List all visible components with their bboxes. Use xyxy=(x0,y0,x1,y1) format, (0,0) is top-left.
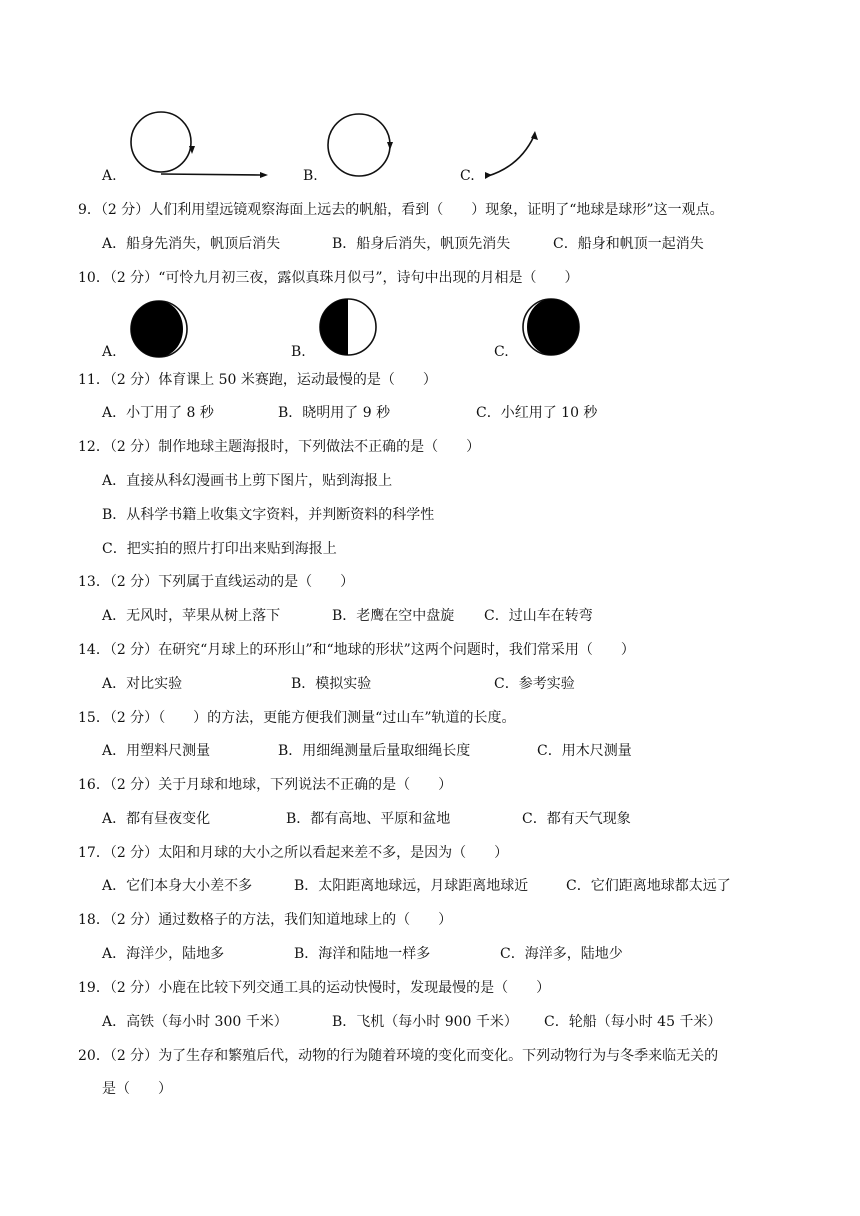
q18-option-c[interactable]: C．海洋多，陆地少 xyxy=(500,946,623,962)
question-text: （ ）的方法，更能方便我们测量“过山车”轨道的长度。 xyxy=(158,710,516,726)
q12-option-b[interactable]: B．从科学书籍上收集文字资料，并判断资料的科学性 xyxy=(102,507,435,523)
circle-loop-with-straight-arrow-icon xyxy=(120,108,270,184)
q14-option-c[interactable]: C．参考实验 xyxy=(494,676,575,692)
q18-option-b[interactable]: B．海洋和陆地一样多 xyxy=(294,946,431,962)
q15-option-b[interactable]: B．用细绳测量后量取细绳长度 xyxy=(278,743,471,759)
question-number: 20． xyxy=(78,1048,110,1064)
question-number: 9． xyxy=(78,202,101,218)
moon-thin-crescent-right-lit-icon xyxy=(128,298,190,360)
question-13 xyxy=(78,572,354,592)
question-score: （2 分） xyxy=(109,912,159,928)
q14-option-b[interactable]: B．模拟实验 xyxy=(291,676,372,692)
question-score: （2 分） xyxy=(109,270,159,286)
q13-option-a[interactable]: A．无风时，苹果从树上落下 xyxy=(102,608,281,624)
question-text: 下列属于直线运动的是（ ） xyxy=(158,574,355,590)
q10-option-a-label[interactable]: A. xyxy=(102,344,117,360)
q11-option-b[interactable]: B．晓明用了 9 秒 xyxy=(278,405,391,421)
question-score: （2 分） xyxy=(109,439,159,455)
question-number: 13． xyxy=(78,574,110,590)
question-text: 制作地球主题海报时，下列做法不正确的是（ ） xyxy=(158,439,481,455)
question-15 xyxy=(78,708,516,728)
question-score: （2 分） xyxy=(109,1048,159,1064)
question-number: 19． xyxy=(78,980,110,996)
curved-arc-arrow-icon xyxy=(482,128,542,184)
moon-thin-crescent-left-lit-icon xyxy=(520,296,582,358)
q15-option-c[interactable]: C．用木尺测量 xyxy=(537,743,632,759)
question-score: （2 分） xyxy=(109,710,159,726)
q11-option-c[interactable]: C．小红用了 10 秒 xyxy=(476,405,598,421)
question-score: （2 分） xyxy=(100,202,150,218)
question-text: 小鹿在比较下列交通工具的运动快慢时，发现最慢的是（ ） xyxy=(158,980,551,996)
question-text: 体育课上 50 米赛跑，运动最慢的是（ ） xyxy=(158,372,437,388)
question-score: （2 分） xyxy=(109,777,159,793)
moon-half-right-lit-icon xyxy=(317,296,379,358)
question-17 xyxy=(78,843,508,863)
question-text: 通过数格子的方法，我们知道地球上的（ ） xyxy=(158,912,453,928)
q10-option-c-label[interactable]: C. xyxy=(494,344,509,360)
q18-option-a[interactable]: A．海洋少，陆地多 xyxy=(102,946,225,962)
question-9 xyxy=(78,200,724,220)
question-12 xyxy=(78,437,480,457)
q17-option-a[interactable]: A．它们本身大小差不多 xyxy=(102,878,253,894)
q8-option-b-label: B. xyxy=(303,168,318,184)
question-number: 14． xyxy=(78,642,110,658)
question-text: 为了生存和繁殖后代，动物的行为随着环境的变化而变化。下列动物行为与冬季来临无关的 xyxy=(158,1048,719,1064)
q9-option-c[interactable]: C．船身和帆顶一起消失 xyxy=(553,236,704,252)
question-text: “可怜九月初三夜，露似真珠月似弓”，诗句中出现的月相是（ ） xyxy=(158,270,579,286)
q12-option-c[interactable]: C．把实拍的照片打印出来贴到海报上 xyxy=(102,541,337,557)
question-number: 12． xyxy=(78,439,110,455)
q16-option-c[interactable]: C．都有天气现象 xyxy=(522,811,631,827)
q19-option-a[interactable]: A．高铁（每小时 300 千米） xyxy=(102,1014,288,1030)
question-text: 太阳和月球的大小之所以看起来差不多，是因为（ ） xyxy=(158,845,509,861)
q12-option-a[interactable]: A．直接从科幻漫画书上剪下图片，贴到海报上 xyxy=(102,473,393,489)
question-11 xyxy=(78,370,437,390)
question-18 xyxy=(78,910,452,930)
q11-option-a[interactable]: A．小丁用了 8 秒 xyxy=(102,405,214,421)
q19-option-b[interactable]: B．飞机（每小时 900 千米） xyxy=(332,1014,518,1030)
question-10 xyxy=(78,268,579,288)
question-number: 17． xyxy=(78,845,110,861)
question-20 xyxy=(78,1046,718,1066)
question-text: 人们利用望远镜观察海面上远去的帆船，看到（ ）现象，证明了“地球是球形”这一观点。 xyxy=(149,202,724,218)
q17-option-b[interactable]: B．太阳距离地球远，月球距离地球近 xyxy=(294,878,529,894)
question-number: 15． xyxy=(78,710,110,726)
question-19 xyxy=(78,978,550,998)
question-number: 11． xyxy=(78,372,110,388)
q14-option-a[interactable]: A．对比实验 xyxy=(102,676,183,692)
q16-option-a[interactable]: A．都有昼夜变化 xyxy=(102,811,211,827)
question-score: （2 分） xyxy=(109,642,159,658)
question-16 xyxy=(78,775,452,795)
q8-option-c-label: C. xyxy=(460,168,475,184)
q19-option-c[interactable]: C．轮船（每小时 45 千米） xyxy=(544,1014,722,1030)
q9-option-a[interactable]: A．船身先消失，帆顶后消失 xyxy=(102,236,281,252)
question-number: 10． xyxy=(78,270,110,286)
q13-option-c[interactable]: C．过山车在转弯 xyxy=(484,608,593,624)
question-text: 关于月球和地球，下列说法不正确的是（ ） xyxy=(158,777,453,793)
closed-circle-arrow-icon xyxy=(324,110,396,182)
q20-text-continuation: 是（ ） xyxy=(102,1081,172,1097)
question-text: 在研究“月球上的环形山”和“地球的形状”这两个问题时，我们常采用（ ） xyxy=(158,642,635,658)
q15-option-a[interactable]: A．用塑料尺测量 xyxy=(102,743,211,759)
question-score: （2 分） xyxy=(109,845,159,861)
q8-option-a-label: A. xyxy=(102,168,117,184)
question-number: 16． xyxy=(78,777,110,793)
question-score: （2 分） xyxy=(109,980,159,996)
q13-option-b[interactable]: B．老鹰在空中盘旋 xyxy=(332,608,455,624)
question-14 xyxy=(78,640,635,660)
question-score: （2 分） xyxy=(109,574,159,590)
question-number: 18． xyxy=(78,912,110,928)
question-score: （2 分） xyxy=(109,372,159,388)
q9-option-b[interactable]: B．船身后消失，帆顶先消失 xyxy=(332,236,511,252)
q16-option-b[interactable]: B．都有高地、平原和盆地 xyxy=(286,811,451,827)
q10-option-b-label[interactable]: B. xyxy=(291,344,306,360)
q17-option-c[interactable]: C．它们距离地球都太远了 xyxy=(566,878,731,894)
